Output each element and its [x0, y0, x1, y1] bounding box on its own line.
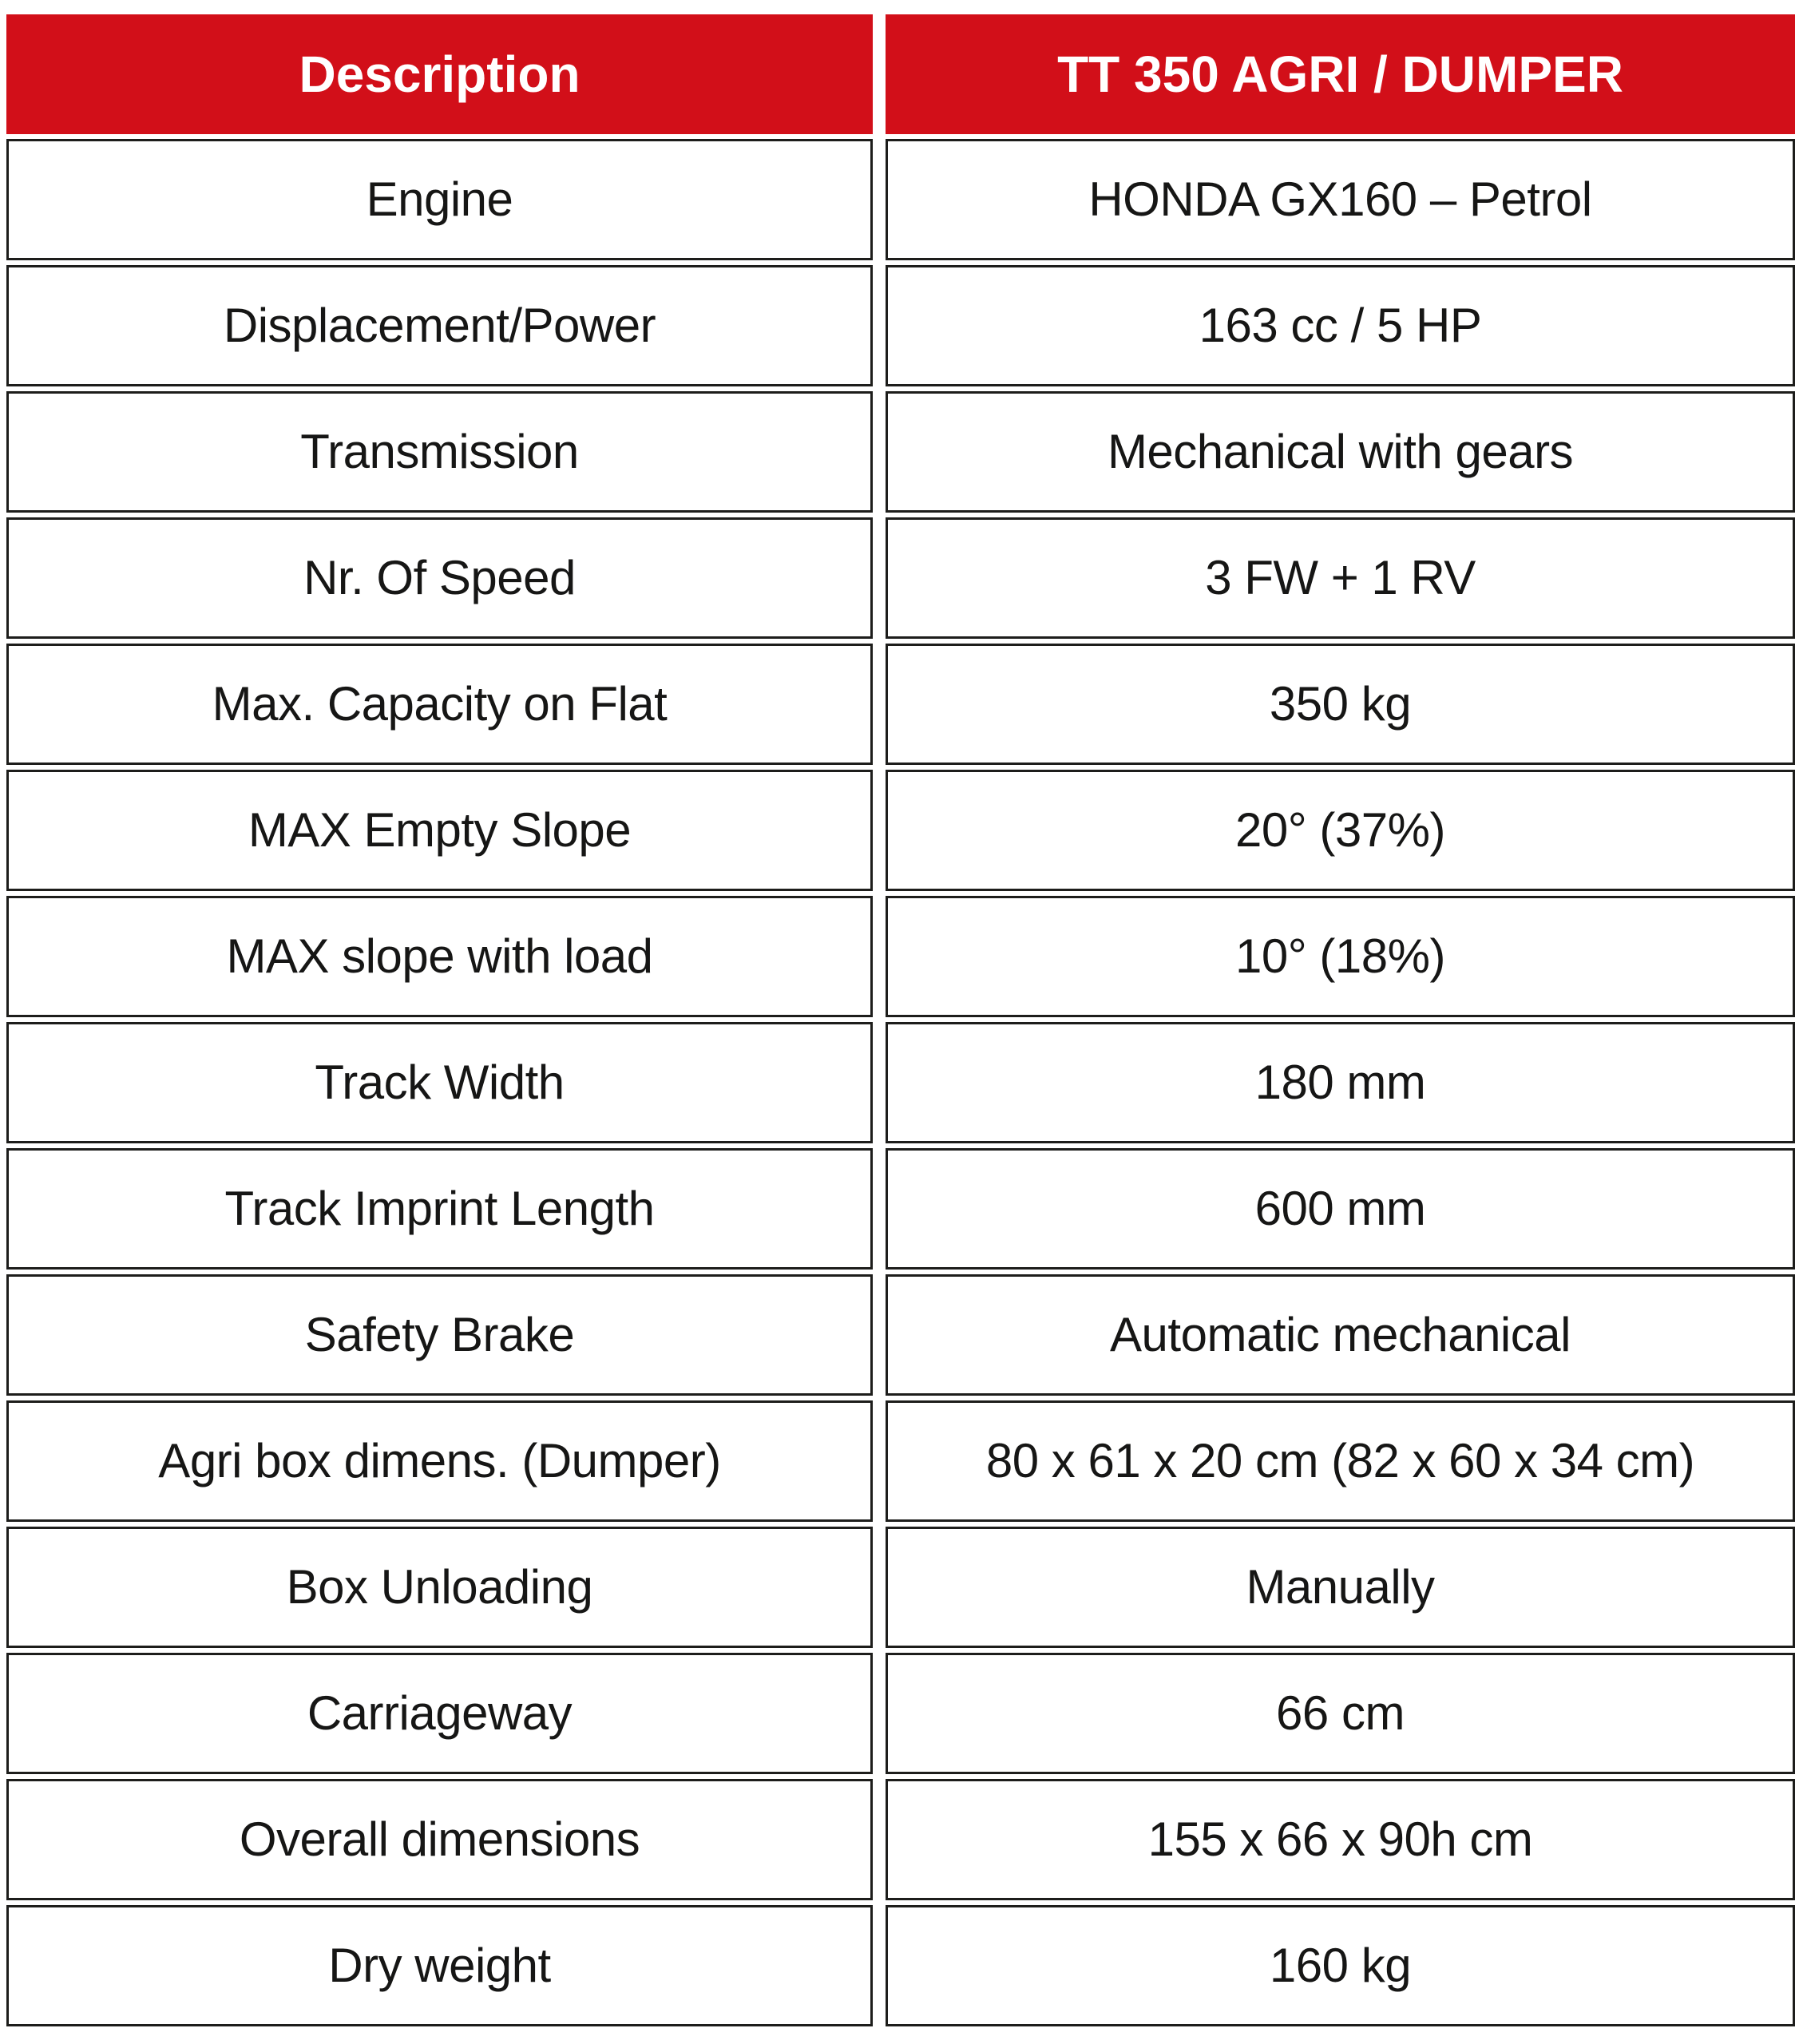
table-row — [6, 896, 1795, 1017]
row-label: Track Width — [6, 1022, 873, 1143]
row-label: Nr. Of Speed — [6, 517, 873, 639]
table-row — [6, 1905, 1795, 2026]
row-value: 160 kg — [886, 1905, 1795, 2026]
row-value: 20° (37%) — [886, 770, 1795, 891]
table-row — [6, 1274, 1795, 1396]
table-row — [6, 770, 1795, 891]
row-value: HONDA GX160 – Petrol — [886, 139, 1795, 260]
row-label: MAX Empty Slope — [6, 770, 873, 891]
row-value: 80 x 61 x 20 cm (82 x 60 x 34 cm) — [886, 1400, 1795, 1522]
table-row — [6, 391, 1795, 513]
row-label: Agri box dimens. (Dumper) — [6, 1400, 873, 1522]
spec-table — [6, 14, 1795, 2026]
row-value: 350 kg — [886, 644, 1795, 765]
row-label: Dry weight — [6, 1905, 873, 2026]
table-row — [6, 265, 1795, 386]
row-value: Mechanical with gears — [886, 391, 1795, 513]
row-label: Transmission — [6, 391, 873, 513]
table-row — [6, 644, 1795, 765]
row-value: 3 FW + 1 RV — [886, 517, 1795, 639]
row-value: 155 x 66 x 90h cm — [886, 1779, 1795, 1900]
row-label: Max. Capacity on Flat — [6, 644, 873, 765]
row-value: 180 mm — [886, 1022, 1795, 1143]
table-row — [6, 1400, 1795, 1522]
row-label: Safety Brake — [6, 1274, 873, 1396]
table-row — [6, 1022, 1795, 1143]
row-value: Automatic mechanical — [886, 1274, 1795, 1396]
header-cell-description: Description — [6, 14, 873, 134]
row-value: 163 cc / 5 HP — [886, 265, 1795, 386]
row-value: Manually — [886, 1527, 1795, 1648]
row-label: Overall dimensions — [6, 1779, 873, 1900]
table-row — [6, 139, 1795, 260]
table-row — [6, 517, 1795, 639]
row-label: MAX slope with load — [6, 896, 873, 1017]
table-row — [6, 1653, 1795, 1774]
header-cell-model: TT 350 AGRI / DUMPER — [886, 14, 1795, 134]
row-label: Carriageway — [6, 1653, 873, 1774]
table-row — [6, 1527, 1795, 1648]
row-value: 10° (18%) — [886, 896, 1795, 1017]
row-label: Engine — [6, 139, 873, 260]
table-header-row — [6, 14, 1795, 134]
table-row — [6, 1779, 1795, 1900]
table-row — [6, 1148, 1795, 1270]
row-label: Displacement/Power — [6, 265, 873, 386]
row-label: Track Imprint Length — [6, 1148, 873, 1270]
row-value: 600 mm — [886, 1148, 1795, 1270]
row-label: Box Unloading — [6, 1527, 873, 1648]
row-value: 66 cm — [886, 1653, 1795, 1774]
